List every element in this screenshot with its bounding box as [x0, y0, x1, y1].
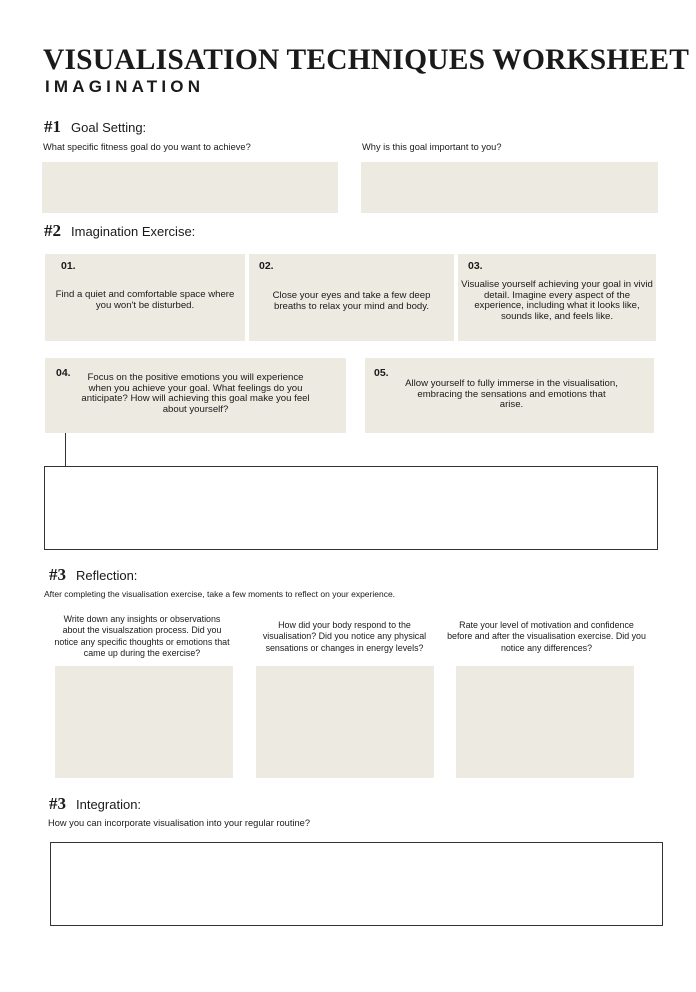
- reflection-intro: After completing the visualisation exercise, take a few moments to reflect on your experience.: [44, 589, 396, 599]
- reflection-answer-field-3[interactable]: [456, 666, 634, 778]
- goal-question: What specific fitness goal do you want to achieve?: [43, 142, 251, 152]
- connector-line: [65, 433, 66, 467]
- integration-question: How you can incorporate visualisation into your regular routine?: [48, 818, 311, 828]
- section-number: #2: [44, 221, 61, 240]
- section-goal-setting-header: [44, 117, 146, 137]
- exercise-step-02: [249, 254, 454, 341]
- exercise-step-04: [45, 358, 346, 433]
- step-text: Visualise yourself achieving your goal in vivid detail. Imagine every aspect of the experience, including what it looks like, sounds like, and feels like.: [461, 279, 653, 323]
- section-number: #1: [44, 117, 61, 136]
- step-number: 02.: [259, 260, 274, 272]
- exercise-step-01: [45, 254, 245, 341]
- goal-importance-question: Why is this goal important to you?: [362, 142, 502, 152]
- step-number: 05.: [374, 367, 389, 379]
- reflection-answer-field-1[interactable]: [55, 666, 233, 778]
- integration-answer-field[interactable]: [50, 842, 663, 926]
- worksheet-title: VISUALISATION TECHNIQUES WORKSHEET: [43, 44, 690, 76]
- reflection-question-3: Rate your level of motivation and confidence before and after the visualisation exercise. Did you notice any differences?: [447, 620, 646, 653]
- step-number: 01.: [61, 260, 76, 272]
- exercise-step-03: [458, 254, 656, 341]
- step-text: Find a quiet and comfortable space where you won't be disturbed.: [55, 289, 235, 311]
- goal-answer-field[interactable]: [42, 162, 338, 213]
- section-title: Goal Setting:: [71, 120, 147, 135]
- section-reflection-header: [49, 565, 137, 585]
- imagination-notes-field[interactable]: [44, 466, 658, 550]
- worksheet-subtitle: IMAGINATION: [45, 77, 205, 96]
- section-title: Integration:: [76, 797, 142, 812]
- step-text: Focus on the positive emotions you will experience when you achieve your goal. What feelings do you anticipate? How will achieving this goal make you feel about yourself?: [81, 372, 310, 416]
- section-number: #3: [49, 794, 66, 813]
- step-number: 03.: [468, 260, 483, 272]
- section-title: Imagination Exercise:: [71, 224, 196, 239]
- step-number: 04.: [56, 367, 71, 379]
- section-title: Reflection:: [76, 568, 138, 583]
- exercise-step-05: [365, 358, 654, 433]
- section-integration-header: [49, 794, 141, 814]
- reflection-question-1: Write down any insights or observations about the visualszation process. Did you notice any specific thoughts or emotions that came up during the exercise?: [54, 614, 230, 659]
- goal-importance-answer-field[interactable]: [361, 162, 658, 213]
- section-number: #3: [49, 565, 66, 584]
- step-text: Allow yourself to fully immerse in the visualisation, embracing the sensations and emotions that arise.: [405, 378, 618, 411]
- reflection-answer-field-2[interactable]: [256, 666, 434, 778]
- reflection-question-2: How did your body respond to the visualisation? Did you notice any physical sensations or changes in energy levels?: [262, 620, 427, 653]
- section-imagination-header: [44, 221, 195, 241]
- step-text: Close your eyes and take a few deep breaths to relax your mind and body.: [272, 290, 431, 312]
